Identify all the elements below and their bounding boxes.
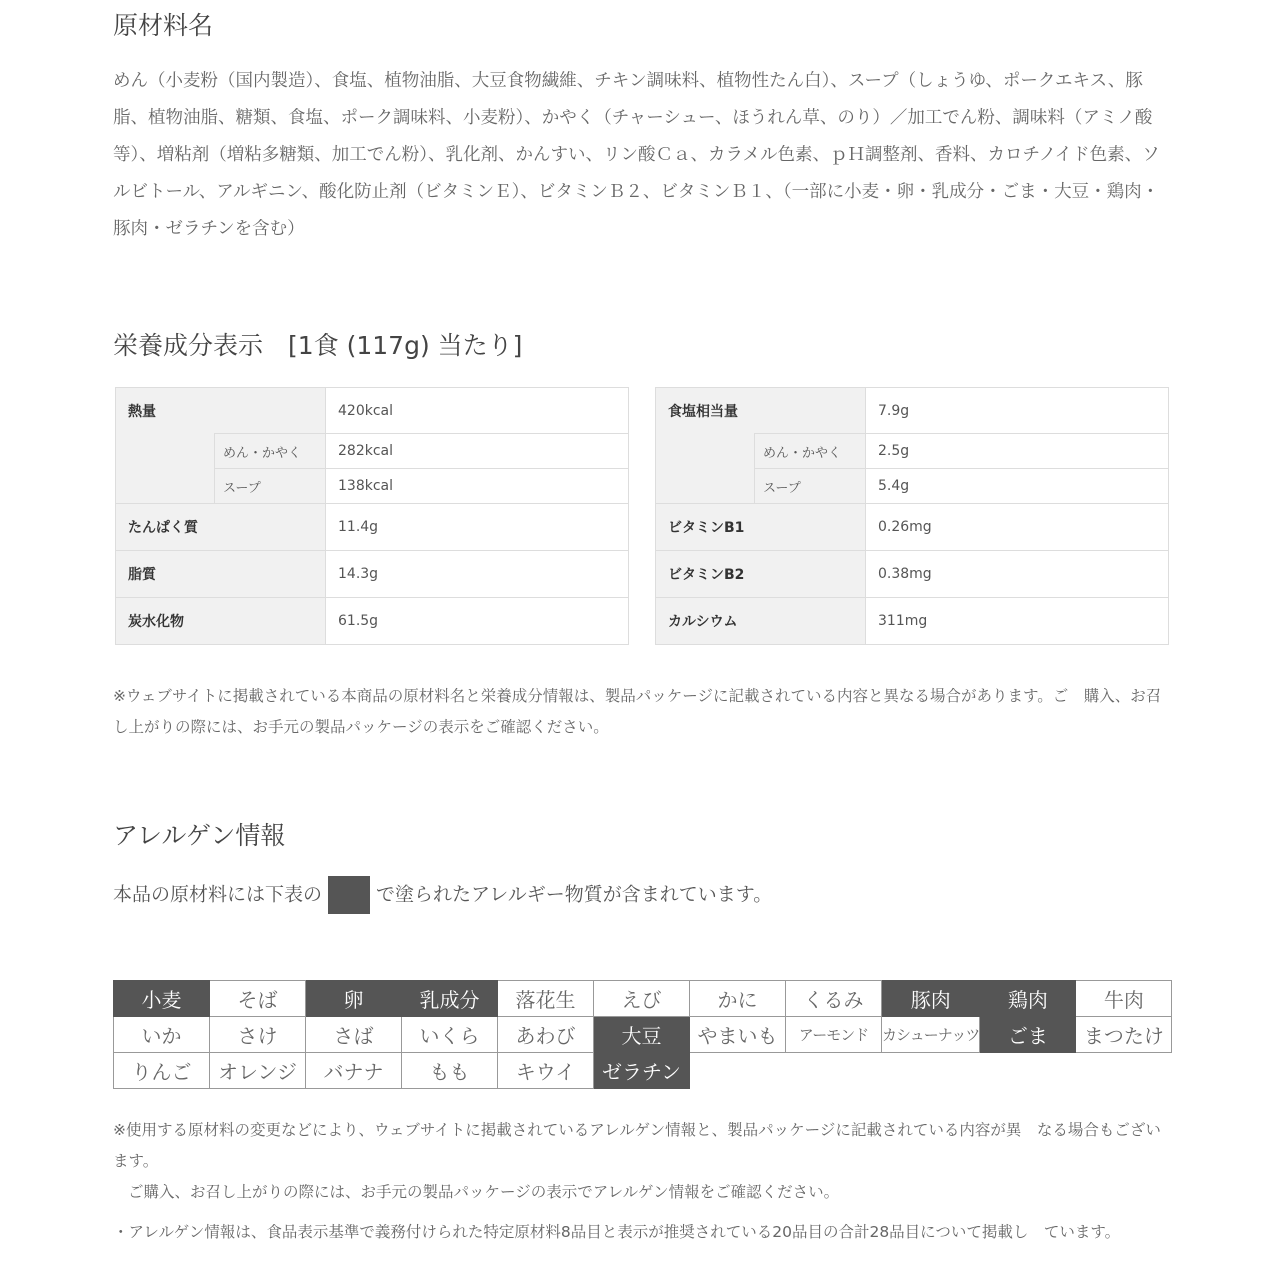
- allergen-note-1: ※使用する原材料の変更などにより、ウェブサイトに掲載されているアレルゲン情報と、製品パッケージに記載されている内容が異 なる場合もございます。: [113, 1121, 1161, 1170]
- allergen-intro-text: で塗られたアレルギー物質が含まれています。: [376, 883, 773, 906]
- ingredients-title: 原材料名: [113, 11, 214, 40]
- nutrient-value: 0.26mg: [866, 504, 1169, 551]
- allergen-cell: りんご: [114, 1053, 210, 1089]
- nutrient-value: 282kcal: [326, 434, 629, 469]
- allergen-cell: えび: [594, 981, 690, 1017]
- allergen-cell: さけ: [210, 1017, 306, 1053]
- allergen-cell: いか: [114, 1017, 210, 1053]
- nutrient-value: 14.3g: [326, 551, 629, 598]
- allergen-cell: いくら: [402, 1017, 498, 1053]
- nutrient-sub-label: スープ: [755, 469, 866, 504]
- allergen-row: [114, 1017, 1172, 1053]
- allergen-cell: 鶏肉: [980, 981, 1076, 1017]
- nutrition-title: 栄養成分表示 [1食 (117g) 当たり]: [113, 331, 523, 360]
- allergen-cell: カシューナッツ: [882, 1017, 980, 1053]
- nutrient-label: 脂質: [116, 551, 326, 598]
- nutrient-label: カルシウム: [656, 598, 866, 645]
- nutrient-label: 炭水化物: [116, 598, 326, 645]
- allergen-cell: もも: [402, 1053, 498, 1089]
- nutrient-value: 311mg: [866, 598, 1169, 645]
- allergen-cell: ごま: [980, 1017, 1076, 1053]
- allergen-cell: アーモンド: [786, 1017, 882, 1053]
- nutrient-sub-label: スープ: [215, 469, 326, 504]
- allergen-title: アレルゲン情報: [113, 821, 286, 850]
- allergen-cell: あわび: [498, 1017, 594, 1053]
- nutrient-label: たんぱく質: [116, 504, 326, 551]
- allergen-cell: さば: [306, 1017, 402, 1053]
- allergen-cell: オレンジ: [210, 1053, 306, 1089]
- ingredients-text: めん（小麦粉（国内製造）、食塩、植物油脂、大豆食物繊維、チキン調味料、植物性たん白）、スープ（しょうゆ、ポークエキス、豚脂、植物油脂、糖類、食塩、ポーク調味料、小麦粉）、かやく（チャーシュー、ほうれん草、のり）／加工でん粉、調味料（アミノ酸等）、増粘剤（増粘多糖類、加工でん粉）、乳化剤、かんすい、リン酸Ｃａ、カラメル色素、ｐＨ調整剤、香料、カロチノイド色素、ソルビトール、アルギニン、酸化防止剤（ビタミンＥ）、ビタミンＢ２、ビタミンＢ１、（一部に小麦・卵・乳成分・ごま・大豆・鶏肉・豚肉・ゼラチンを含む）: [113, 71, 1160, 239]
- nutrient-value: 420kcal: [326, 388, 629, 434]
- nutrient-label: ビタミンB2: [656, 551, 866, 598]
- allergen-cell: やまいも: [690, 1017, 786, 1053]
- allergen-note-3: ・アレルゲン情報は、食品表示基準で義務付けられた特定原材料8品目と表示が推奨されている20品目の合計28品目について掲載し ています。: [113, 1223, 1121, 1241]
- allergen-intro-text: 本品の原材料には下表の: [113, 883, 323, 906]
- allergen-cell: キウイ: [498, 1053, 594, 1089]
- nutrient-value: 5.4g: [866, 469, 1169, 504]
- allergen-cell: 乳成分: [402, 981, 498, 1017]
- allergen-cell: 小麦: [114, 981, 210, 1017]
- allergen-cell: 牛肉: [1076, 981, 1172, 1017]
- nutrition-table-left: [115, 387, 629, 645]
- allergen-cell: 卵: [306, 981, 402, 1017]
- allergen-cell: まつたけ: [1076, 1017, 1172, 1053]
- allergen-cell: かに: [690, 981, 786, 1017]
- allergen-cell: ゼラチン: [594, 1053, 690, 1089]
- nutrient-value: 11.4g: [326, 504, 629, 551]
- allergen-cell: バナナ: [306, 1053, 402, 1089]
- nutrient-value: 7.9g: [866, 388, 1169, 434]
- allergen-cell: 豚肉: [882, 981, 980, 1017]
- allergen-row: [114, 981, 1172, 1017]
- nutrition-table-right: [655, 387, 1169, 645]
- nutrient-label: 熱量: [116, 388, 326, 434]
- allergen-intro: [113, 876, 772, 914]
- nutrient-value: 138kcal: [326, 469, 629, 504]
- allergen-table: [113, 980, 1172, 1089]
- nutrient-label: 食塩相当量: [656, 388, 866, 434]
- color-swatch: [328, 876, 370, 914]
- nutrient-label: ビタミンB1: [656, 504, 866, 551]
- nutrient-value: 2.5g: [866, 434, 1169, 469]
- allergen-cell: そば: [210, 981, 306, 1017]
- allergen-cell: 落花生: [498, 981, 594, 1017]
- nutrient-value: 0.38mg: [866, 551, 1169, 598]
- allergen-cell: 大豆: [594, 1017, 690, 1053]
- allergen-row: [114, 1053, 1172, 1089]
- nutrient-sub-label: めん・かやく: [755, 434, 866, 469]
- nutrition-note: ※ウェブサイトに掲載されている本商品の原材料名と栄養成分情報は、製品パッケージに記載されている内容と異なる場合があります。ご 購入、お召し上がりの際には、お手元の製品パッケージの表示をご確認ください。: [113, 687, 1162, 736]
- allergen-cell: くるみ: [786, 981, 882, 1017]
- allergen-note-2: ご購入、お召し上がりの際には、お手元の製品パッケージの表示でアレルゲン情報をご確認ください。: [128, 1183, 840, 1201]
- nutrient-sub-label: めん・かやく: [215, 434, 326, 469]
- nutrient-value: 61.5g: [326, 598, 629, 645]
